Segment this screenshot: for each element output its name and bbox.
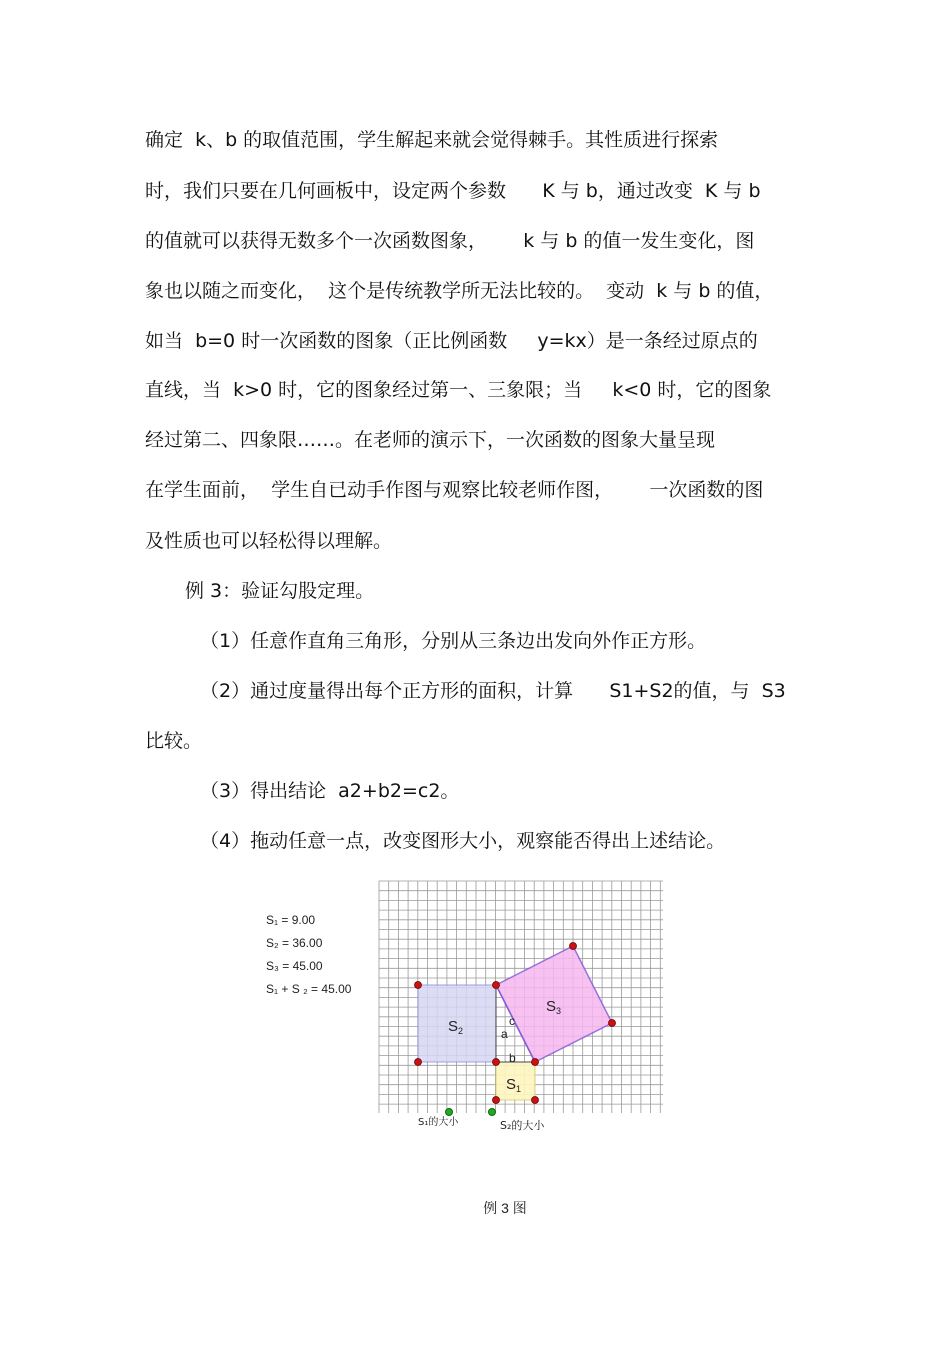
step-1: （1）任意作直角三角形，分别从三条边出发向外作正方形。 <box>200 630 707 652</box>
paragraph-line-4: 象也以随之而变化， 这个是传统教学所无法比较的。 变动 k 与 b 的值， <box>145 280 774 302</box>
vertex-point[interactable] <box>532 1059 539 1066</box>
measure-sum: S₁ + S ₂ = 45.00 <box>266 982 352 996</box>
step-4: （4）拖动任意一点，改变图形大小，观察能否得出上述结论。 <box>200 830 726 852</box>
label-side-c: c <box>509 1014 515 1028</box>
paragraph-line-7: 经过第二、四象限……。在老师的演示下，一次函数的图象大量呈现 <box>145 429 716 451</box>
label-side-a: a <box>501 1027 508 1041</box>
vertex-point[interactable] <box>415 982 422 989</box>
label-s3: $S_3$ <box>546 998 562 1016</box>
vertex-point[interactable] <box>493 982 500 989</box>
measure-s2: S₂ = 36.00 <box>266 936 323 950</box>
paragraph-line-2: 时，我们只要在几何画板中，设定两个参数 K 与 b，通过改变 K 与 b <box>145 180 761 202</box>
paragraph-line-1: 确定 k、b 的取值范围，学生解起来就会觉得棘手。其性质进行探索 <box>145 129 719 151</box>
figure-caption: 例 3 图 <box>483 1200 527 1216</box>
label-side-b: b <box>509 1051 516 1065</box>
paragraph-line-5: 如当 b=0 时一次函数的图象（正比例函数 y=kx）是一条经过原点的 <box>145 330 758 352</box>
label-s2: $S_2$ <box>448 1018 464 1036</box>
example-title: 例 3：验证勾股定理。 <box>185 580 375 602</box>
vertex-point[interactable] <box>570 943 577 950</box>
pythagoras-figure <box>250 875 680 1145</box>
vertex-point[interactable] <box>532 1097 539 1104</box>
slider-s2-handle[interactable] <box>489 1109 496 1116</box>
slider-s1-handle[interactable] <box>446 1109 453 1116</box>
vertex-point[interactable] <box>415 1059 422 1066</box>
paragraph-line-9: 及性质也可以轻松得以理解。 <box>145 530 393 552</box>
step-3: （3）得出结论 a2+b2=c2。 <box>200 780 460 802</box>
measure-s1: S₁ = 9.00 <box>266 913 316 927</box>
paragraph-line-6: 直线，当 k>0 时，它的图象经过第一、三象限；当 k<0 时，它的图象 <box>145 379 772 401</box>
vertex-point[interactable] <box>493 1059 500 1066</box>
step-2: （2）通过度量得出每个正方形的面积，计算 S1+S2的值，与 S3 <box>200 680 786 702</box>
vertex-point[interactable] <box>493 1097 500 1104</box>
measure-s3: S₃ = 45.00 <box>266 959 323 973</box>
slider-s1-label: S₁的大小 <box>418 1117 459 1128</box>
paragraph-line-8: 在学生面前， 学生自已动手作图与观察比较老师作图， 一次函数的图 <box>145 479 764 501</box>
paragraph-line-3: 的值就可以获得无数多个一次函数图象， k 与 b 的值一发生变化，图 <box>145 230 755 252</box>
slider-s2-label: S₂的大小 <box>500 1119 545 1132</box>
label-s1: $S_1$ <box>506 1076 522 1094</box>
step-2-continued: 比较。 <box>145 730 203 752</box>
vertex-point[interactable] <box>609 1020 616 1027</box>
